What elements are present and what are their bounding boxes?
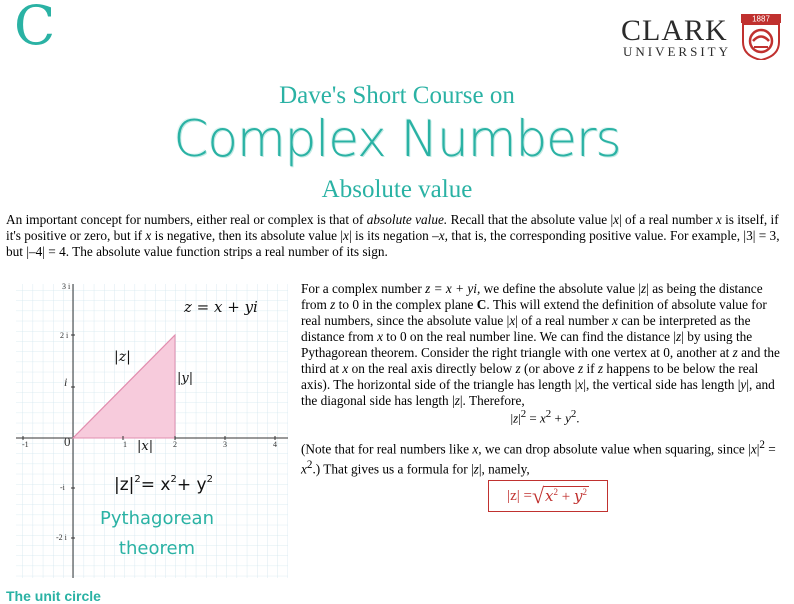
definition-paragraph: For a complex number z = x + yi, we define the absolute value |z| as being the distance from z to 0 in the complex plane C. This will extend the definition of absolute value for real numbers, since the absolute value |x| of a real number x can be interpreted as the distance from x to 0 on the real number line. We can find the distance |z| by using the Pythagorean theorem. Consider the right triangle with one vertex at 0, another at z and the third at x on the real axis directly below z (or above z if z happens to be below the real axis). The horizontal side of the triangle has length |x|, the vertical side has length |y|, and the diagonal side has length |z|. Therefore, xyxy=(301,281,780,408)
page-title: Complex Numbers xyxy=(173,110,621,168)
tick-x-3: 3 xyxy=(223,440,227,449)
note-paragraph: (Note that for real numbers like x, we can drop absolute value when squaring, since $|x|^2 = x^2$.) That gives us a formula for |z|, namely, xyxy=(301,439,776,477)
logo-university-text: UNIVERSITY xyxy=(623,44,731,59)
unit-circle-heading: The unit circle xyxy=(6,588,101,604)
tick-x-4: 4 xyxy=(273,440,277,449)
tick-x-neg1: -1 xyxy=(22,440,29,449)
title-line-1: Dave's Short Course on xyxy=(279,82,515,109)
pythagorean-figure xyxy=(2,280,294,580)
tick-x-0: 0 xyxy=(64,434,71,449)
tick-x-2: 2 xyxy=(173,440,177,449)
clark-seal-icon xyxy=(741,14,781,60)
caption-pythagorean: Pythagorean xyxy=(100,508,214,529)
tick-y-2i: 2 i xyxy=(60,331,69,340)
corner-letter-c: C xyxy=(14,0,56,57)
label-z-equation: z = x + yi xyxy=(184,298,258,316)
caption-theorem: theorem xyxy=(118,538,196,559)
section-title: Absolute value xyxy=(321,176,473,203)
intro-paragraph: An important concept for numbers, either real or complex is that of absolute value. Recall that the absolute value |x| of a real number x is itself, if it's positive or zero, but if x is negative, then its absolute value |x| is its negation –x, that is, the corresponding positive value. For example, |3| = 3, but |–4| = 4. The absolute value function strips a real number of its sign. xyxy=(6,212,780,259)
tick-y-i: i xyxy=(64,375,68,389)
figure-equation: $|z|^2= x^2+ y^2$ xyxy=(114,474,213,495)
tick-y-3i: 3 i xyxy=(62,282,71,291)
label-abs-x: |x| xyxy=(137,439,154,454)
clark-university-logo[interactable] xyxy=(621,14,781,64)
logo-clark-text: CLARK xyxy=(621,14,728,47)
pythagorean-equation: $|z|^2 = x^2 + y^2$. xyxy=(510,408,580,426)
label-abs-y: |y| xyxy=(177,371,194,386)
label-abs-z: |z| xyxy=(114,349,131,365)
tick-y-neg-2i: -2 i xyxy=(56,533,67,542)
absolute-value-formula-box: |z| = √ $x^2 + y^2$ xyxy=(488,480,608,512)
tick-y-neg-i: -i xyxy=(60,483,65,492)
tick-x-1: 1 xyxy=(123,440,127,449)
logo-year: 1887 xyxy=(752,14,770,24)
